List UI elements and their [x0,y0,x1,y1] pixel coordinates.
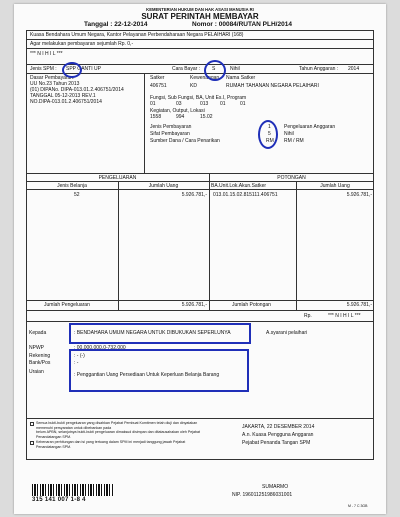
barcode [32,484,114,496]
function-value: 03 [176,101,182,107]
expenditure-title: PENGELUARAN [98,175,137,181]
expense-total-label: Jumlah Pengeluaran [44,302,90,308]
function-value: 013 [200,101,209,107]
deduction-account: 013.01.15.02.815111.406751 [213,192,278,198]
signature-role-1: A.n. Kuasa Pengguna Anggaran [242,432,314,438]
payee-label: Kepada [29,330,47,336]
payment-type-label: Jenis Pembayaran [150,124,192,130]
account-value: : - (-) [74,353,85,359]
annotation-circle [62,62,82,78]
function-label: Fungsi, Sub Fungsi, BA, Unit Es.I, Program [150,95,247,101]
annotation-box [69,323,251,344]
signature-place-date: JAKARTA, 22 DESEMBER 2014 [242,424,315,430]
authority-header: Kewenangan [190,75,220,81]
description-value: : Penggantian Uang Persediaan Untuk Keperluan Belanja Barang [74,372,220,378]
fiscal-year-value: 2014 [348,66,360,72]
function-value: 01 [150,101,156,107]
satker-header: Satker [150,75,165,81]
activity-value: 15.02 [200,114,213,120]
satker-code: 406751 [150,83,167,89]
bank-value: : - [74,360,79,366]
payment-method-value: S [212,66,216,72]
payee-extra: A.syarani pelaihari [266,330,308,336]
annotation-circle [204,60,226,81]
fiscal-year-label: Tahun Anggaran : [299,66,339,72]
note-records: belum APBN, selanjutnya bukti-bukti pengeluaran dimaksud disimpan dan ditatausahakan oleh Pejabat Penandatangan SPM. [36,430,201,439]
satker-authority: KD [190,83,197,89]
signature-role-2: Pejabat Penanda Tangan SPM [242,440,311,446]
spm-document [14,4,386,514]
payment-type-value: 1 [268,124,271,130]
payment-method-extra: Nihil [230,66,240,72]
activity-value: 1558 [150,114,162,120]
payment-method-label: Cara Bayar : [172,66,201,72]
payee-value: : BENDAHARA UMUM NEGARA UNTUK DIBUKUKAN SEPERLUNYA [74,330,231,336]
npwp-label: NPWP [29,345,44,351]
function-value: 01 [240,101,246,107]
document-title: SURAT PERINTAH MEMBAYAR [141,12,259,21]
expense-type: 52 [74,192,80,198]
recipient-line: Kuasa Bendahara Umum Negara, Kantor Pelayanan Perbendaharaan Negara PELAIHARI (168) [30,32,244,38]
fund-source-desc: RM / RM [284,138,304,144]
ministry-name: KEMENTERIAN HUKUM DAN HAK ASASI MANUSIA RI [146,7,254,12]
deduction-total-label: Jumlah Potongan [232,302,271,308]
basis-line: NO.DIPA-013.01.2.406751/2014 [30,99,102,105]
deduction-total: 5.926.781,- [346,302,372,308]
fund-source-label: Sumber Dana / Cara Penarikan [150,138,220,144]
note-verification: Semua bukti-bukti pengeluaran yang disahkan Pejabat Pembuat Komitmen telah diuji dan dinyatakan memenuhi persyaratan untuk dibebankan pada [36,421,198,430]
deduction-title: POTONGAN [277,175,306,181]
basis-label: Dasar Pembayaran: [30,75,75,81]
note-responsibility: Kebenaran perhitungan dan isi yang tertuang dalam SPM ini menjadi tanggung jawab Pejabat Penandatangan SPM. [36,440,186,449]
document-date: Tanggal : 22-12-2014 [84,21,148,28]
expense-amount: 5.926.781,- [181,192,207,198]
payment-nature-value: 5 [268,131,271,137]
net-value: *** N I H I L *** [328,313,361,319]
signatory-name: SUMARMO [262,484,289,490]
payment-type-desc: Pengeluaran Anggaran [284,124,336,130]
payment-instruction: Agar melakukan pembayaran sejumlah Rp. 0,- [30,41,134,47]
expense-type-header: Jenis Belanja [57,183,87,189]
net-label: Rp. [304,313,312,319]
description-label: Uraian [29,369,44,375]
deduction-account-header: BA.Unit.Lok.Akun.Satker [211,183,267,189]
annotation-circle [258,120,278,149]
amount-in-words: *** N I H I L *** [30,51,63,57]
document-number: Nomor : 00084/RUTAN PLH/2014 [192,21,292,28]
account-label: Rekening [29,353,51,359]
expense-total: 5.926.781,- [181,302,207,308]
basis-line: UU No.23 Tahun 2013 [30,81,80,87]
spm-type-value: SPP GANTI UP [66,66,101,72]
basis-line: (01) DIPANo. DIPA-013.01.2.406751/2014 [30,87,124,93]
npwp-value: : 00.000.000.0-732.000 [74,345,126,351]
activity-label: Kegiatan, Output, Lokasi [150,108,205,114]
basis-line: TANGGAL 05-12-2013 REV.1 [30,93,96,99]
annotation-box [69,349,249,392]
payment-nature-label: Sifat Pembayaran [150,131,190,137]
deduction-amount: 5.926.781,- [346,192,372,198]
form-code: M - 7 C 3GB [348,504,368,508]
function-value: 01 [220,101,226,107]
bank-label: Bank/Pos [29,360,51,366]
fund-source-value: RM [266,138,274,144]
payment-nature-desc: Nihil [284,131,294,137]
activity-value: 994 [176,114,185,120]
barcode-number: 315 141 007 1-8 4 [32,497,86,503]
deduction-amount-header: Jumlah Uang [320,183,350,189]
satker-name: RUMAH TAHANAN NEGARA PELAIHARI [226,83,319,89]
spm-type-label: Jenis SPM : [30,66,57,72]
signatory-nip: NIP. 196011251986031001 [232,492,293,498]
satker-name-header: Nama Satker [226,75,256,81]
expense-amount-header: Jumlah Uang [148,183,179,189]
